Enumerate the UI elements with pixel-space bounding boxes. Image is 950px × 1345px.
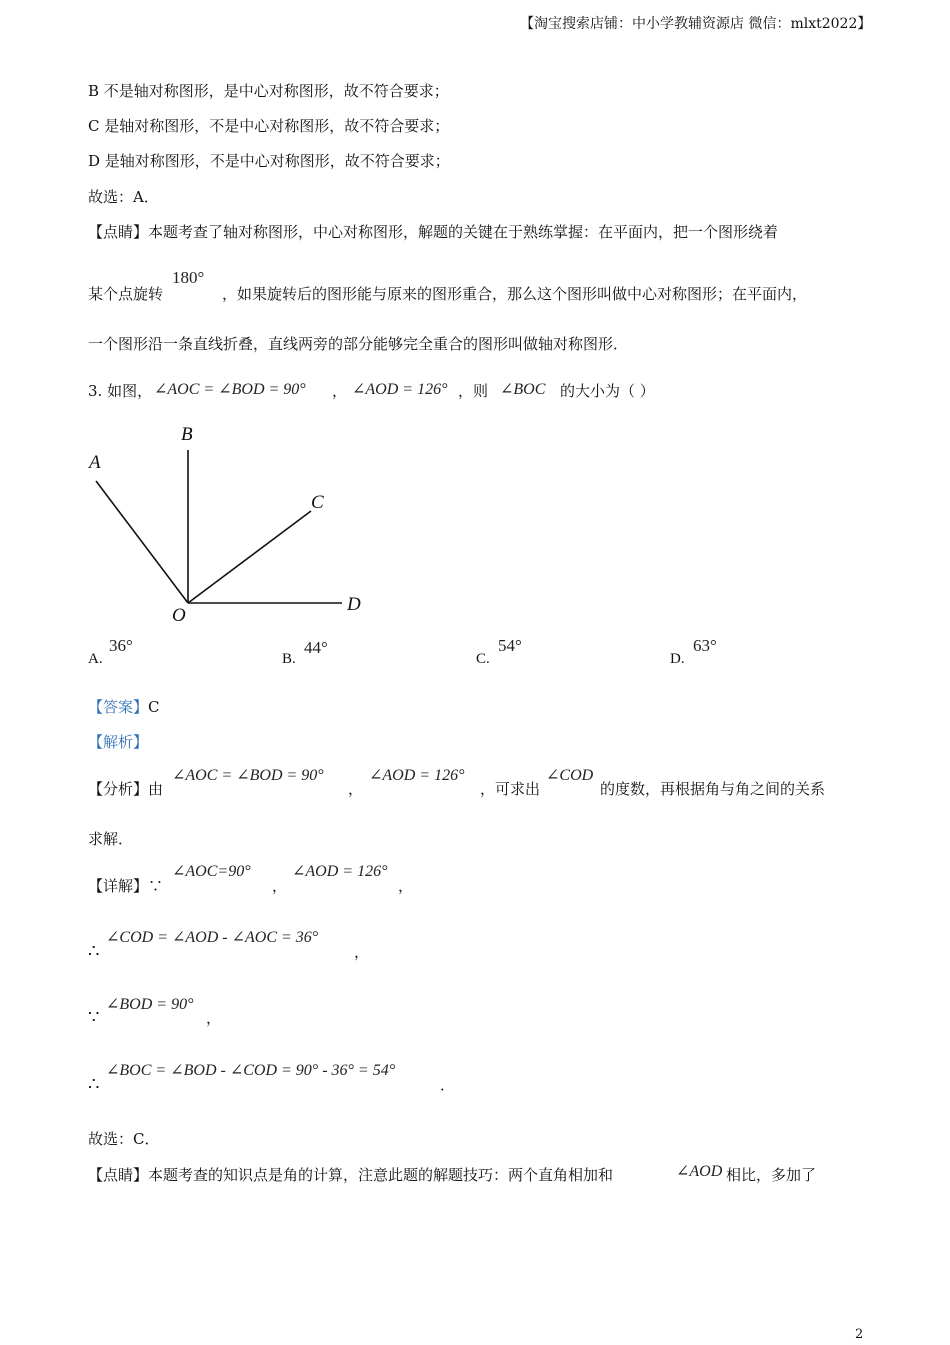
dianjing-line-2b: ，如果旋转后的图形能与原来的图形重合，那么这个图形叫做中心对称图形；在平面内， <box>222 285 808 303</box>
option-d-value: 63° <box>693 636 717 655</box>
therefore-symbol-1: ∴ <box>88 941 100 962</box>
option-b-value: 44° <box>304 638 328 657</box>
fenxi-tag: 【分析】由 <box>88 780 164 798</box>
fenxi-sep: ， <box>348 780 364 798</box>
option-b-letter: B. <box>282 651 296 667</box>
ray-oc <box>188 511 311 603</box>
because-symbol-2: ∵ <box>88 1007 100 1028</box>
question-math-3: ∠BOC <box>500 381 546 398</box>
detail-sep: ， <box>272 877 288 895</box>
final-choice: 故选：C． <box>88 1130 160 1148</box>
question-prefix: 3. 如图， <box>88 382 153 400</box>
answer-line <box>88 697 160 717</box>
text-line-d: D 是轴对称图形，不是中心对称图形，故不符合要求； <box>88 152 450 170</box>
fenxi-line-2: 求解． <box>88 830 134 848</box>
detail-comma-2: ， <box>206 1009 222 1027</box>
question-suffix: 的大小为（ ） <box>560 382 655 400</box>
question-math-2: ∠AOD = 126° <box>352 381 448 398</box>
option-c-value: 54° <box>498 636 522 655</box>
page-number: 2 <box>855 1327 864 1342</box>
dianjing-final-text: 【点睛】本题考查的知识点是角的计算，注意此题的解题技巧：两个直角相加和 <box>88 1166 614 1184</box>
detail-math-2: ∠AOD = 126° <box>292 863 388 880</box>
option-a-letter: A. <box>88 651 103 667</box>
point-label-c: C <box>311 492 324 513</box>
detail-end: ， <box>398 877 414 895</box>
page-header: 【淘宝搜索店铺：中小学教辅资源店 微信：mlxt2022】 <box>520 16 872 32</box>
question-mid: ，则 <box>458 382 489 400</box>
fenxi-mid: ，可求出 <box>480 780 541 798</box>
answer-tag: 【答案】 <box>88 698 149 716</box>
option-a-value: 36° <box>109 636 133 655</box>
point-label-d: D <box>347 594 361 615</box>
detail-equation-1: ∠COD = ∠AOD - ∠AOC = 36° <box>106 929 319 946</box>
point-label-b: B <box>181 424 193 445</box>
math-180: 180° <box>172 268 205 287</box>
detail-tag: 【详解】∵ <box>88 877 164 895</box>
fenxi-math-2: ∠AOD = 126° <box>369 767 465 784</box>
ray-oa <box>96 481 188 603</box>
detail-math-1: ∠AOC=90° <box>172 863 251 880</box>
point-label-a: A <box>89 452 101 473</box>
detail-equation-3: ∠BOC = ∠BOD - ∠COD = 90° - 36° = 54° <box>106 1062 396 1079</box>
answer-value: C <box>148 698 160 716</box>
choice-line: 故选：A． <box>88 188 159 206</box>
dianjing-line-1: 【点睛】本题考查了轴对称图形，中心对称图形，解题的关键在于熟练掌握：在平面内，把一个图形绕着 <box>88 223 779 241</box>
dianjing-final-math: ∠AOD <box>676 1163 723 1180</box>
detail-comma-1: ， <box>354 943 370 961</box>
detail-equation-2: ∠BOD = 90° <box>106 996 194 1013</box>
option-d-letter: D. <box>670 651 685 667</box>
point-label-o: O <box>172 605 186 626</box>
text-line-c: C 是轴对称图形，不是中心对称图形，故不符合要求； <box>88 117 450 135</box>
detail-period: ． <box>440 1076 456 1094</box>
question-math-1: ∠AOC = ∠BOD = 90° <box>154 381 306 398</box>
dianjing-final-suffix: 相比，多加了 <box>726 1166 817 1184</box>
fenxi-math-1: ∠AOC = ∠BOD = 90° <box>172 767 324 784</box>
dianjing-line-2a: 某个点旋转 <box>88 285 164 303</box>
fenxi-suffix: 的度数，再根据角与角之间的关系 <box>600 780 826 798</box>
analysis-tag: 【解析】 <box>88 733 149 751</box>
text-line-b: B 不是轴对称图形，是中心对称图形，故不符合要求； <box>88 82 449 100</box>
therefore-symbol-2: ∴ <box>88 1074 100 1095</box>
fenxi-math-3: ∠COD <box>546 767 594 784</box>
question-sep: ， <box>332 382 348 400</box>
dianjing-line-3: 一个图形沿一条直线折叠，直线两旁的部分能够完全重合的图形叫做轴对称图形． <box>88 335 629 353</box>
option-c-letter: C. <box>476 651 490 667</box>
angle-figure <box>80 420 380 630</box>
